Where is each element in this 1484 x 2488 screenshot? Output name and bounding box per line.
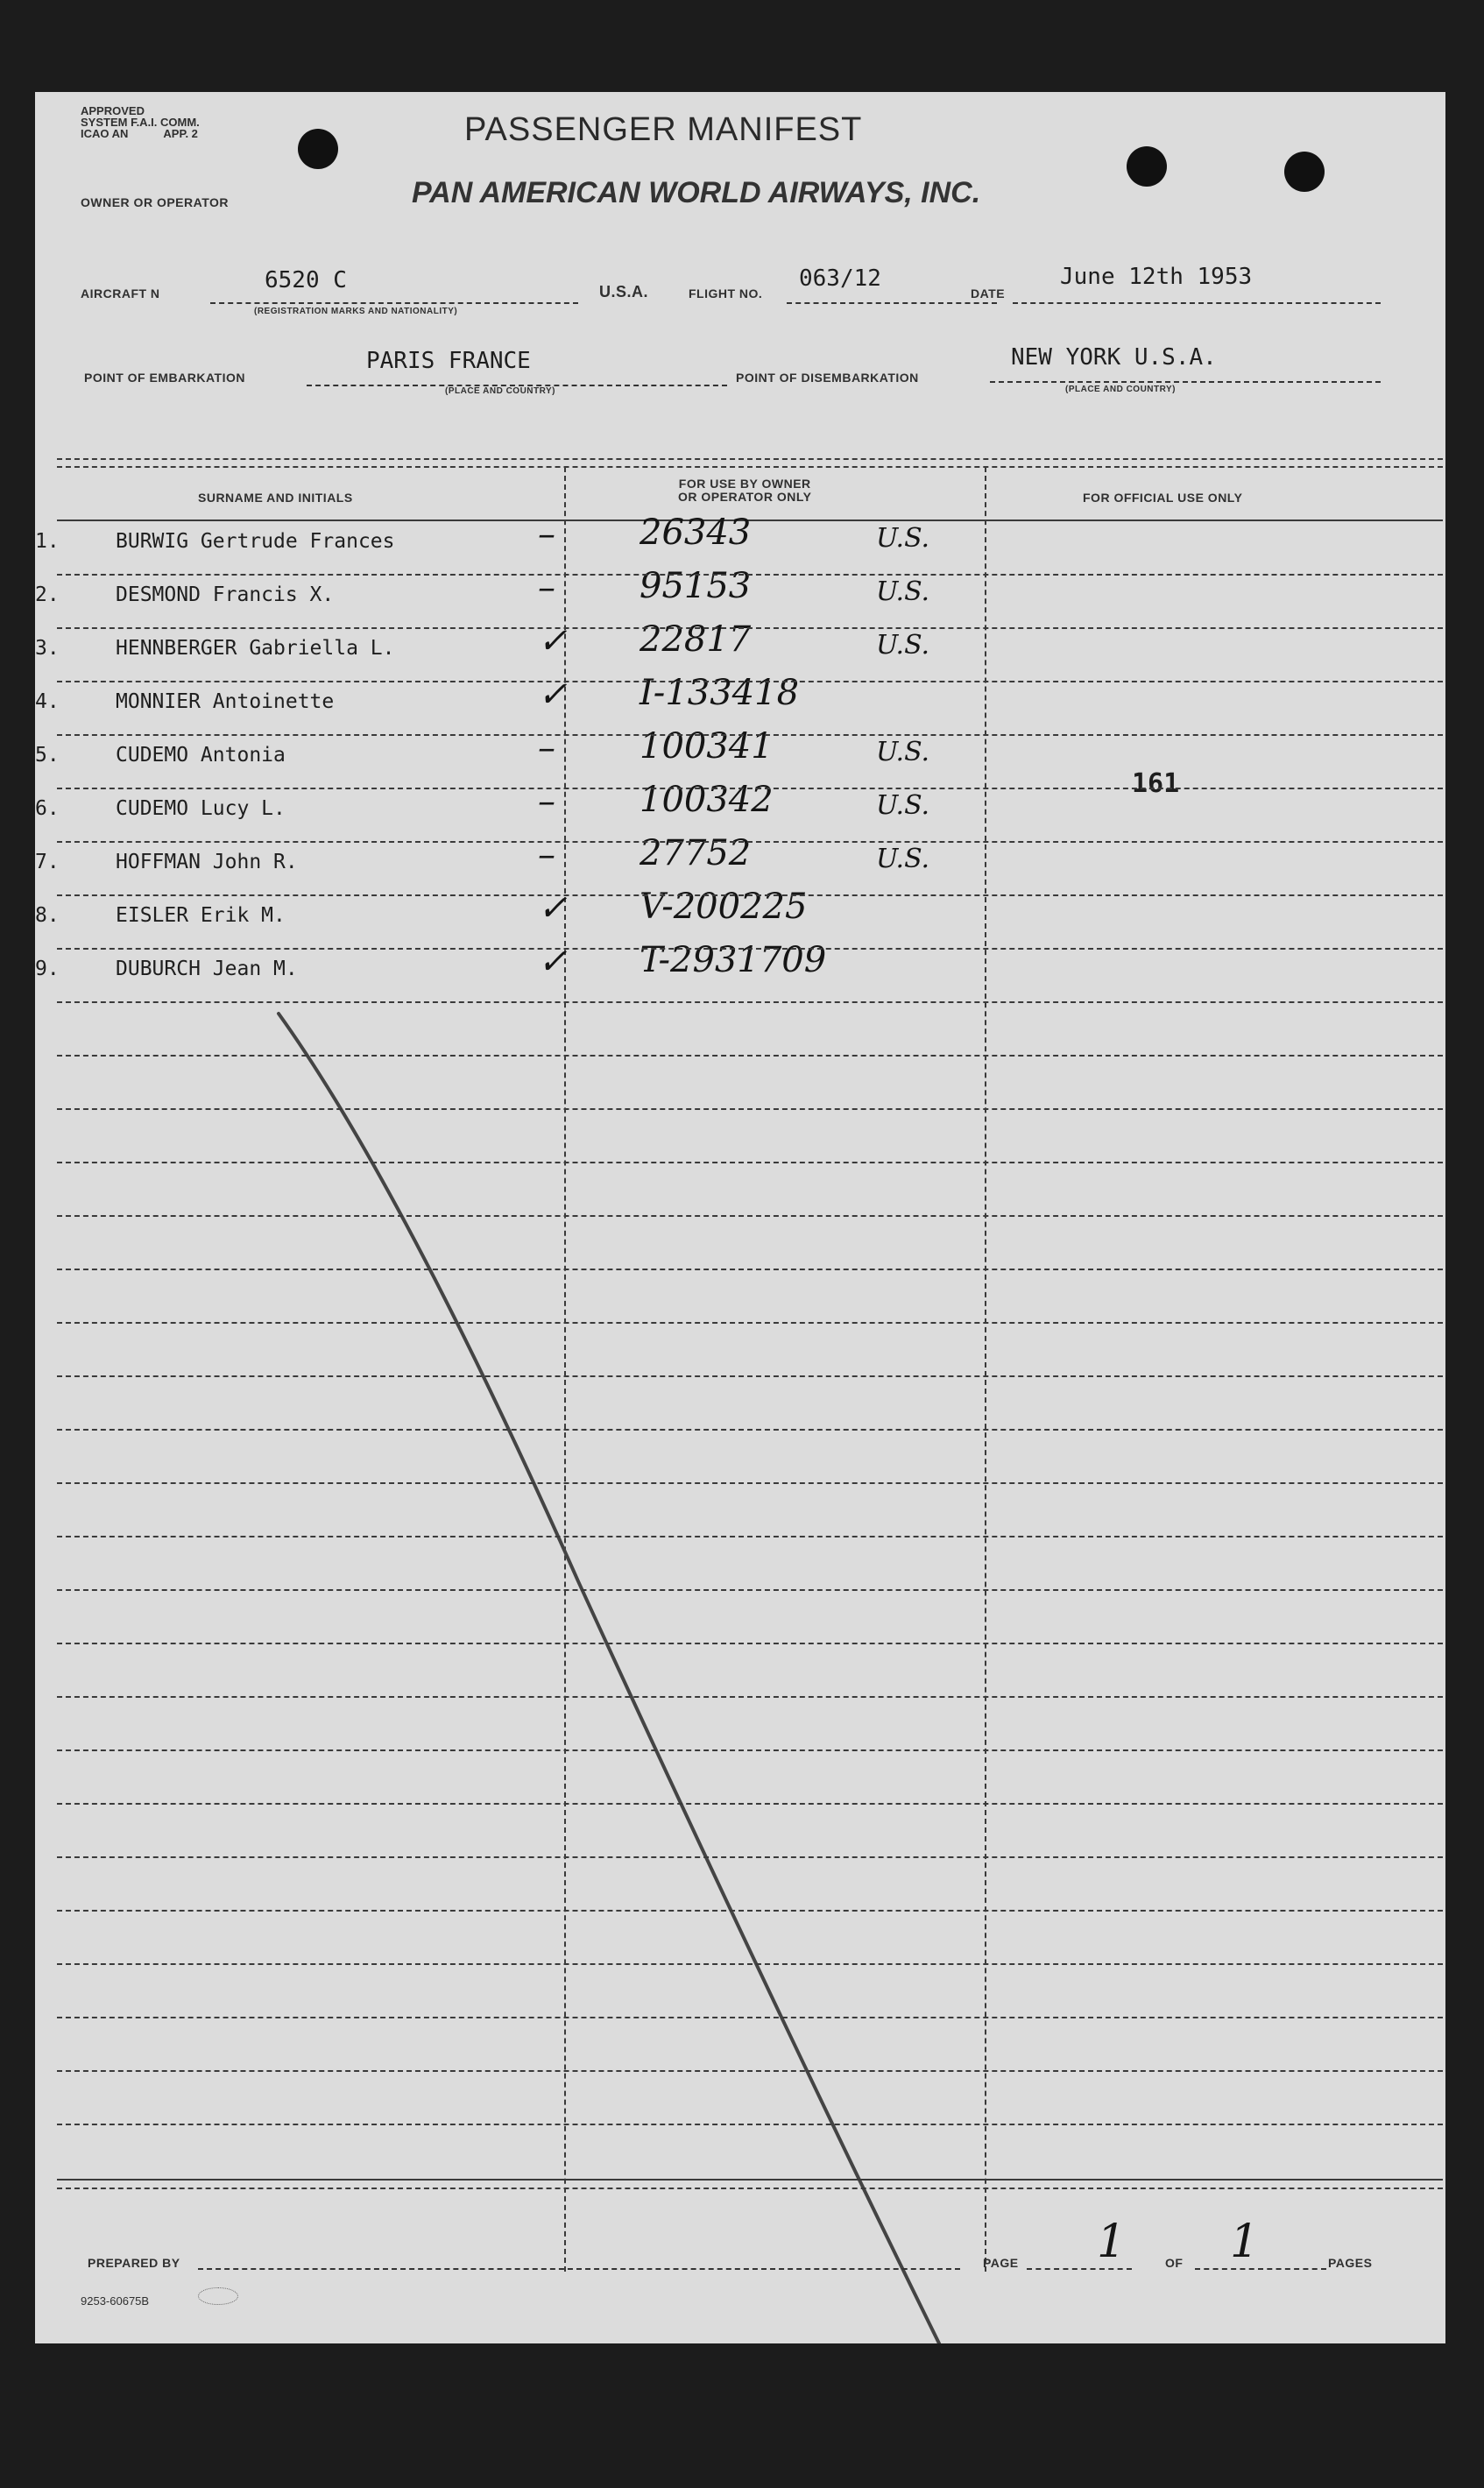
approval-line: APPROVED bbox=[81, 104, 145, 117]
official-note: 161 bbox=[1132, 768, 1180, 799]
row-rule bbox=[57, 1963, 1443, 1965]
passenger-id: 95153 bbox=[640, 566, 752, 606]
passenger-nationality: U.S. bbox=[876, 576, 930, 607]
table-bottom-rule bbox=[57, 2188, 1443, 2189]
passenger-name: HOFFMAN John R. bbox=[116, 851, 298, 873]
passenger-id: 27752 bbox=[640, 833, 752, 873]
date-value: June 12th 1953 bbox=[1060, 264, 1253, 290]
pages-label: PAGES bbox=[1328, 2256, 1373, 2270]
approval-line: SYSTEM F.A.I. COMM. bbox=[81, 116, 200, 129]
row-rule bbox=[57, 1429, 1443, 1431]
disembark-value: NEW YORK U.S.A. bbox=[1011, 344, 1217, 371]
owner-label: OWNER OR OPERATOR bbox=[81, 195, 229, 209]
row-rule bbox=[57, 841, 1443, 843]
row-rule bbox=[57, 1001, 1443, 1003]
passenger-nationality: U.S. bbox=[876, 630, 930, 661]
row-rule bbox=[57, 788, 1443, 789]
row-rule bbox=[57, 1375, 1443, 1377]
flight-label: FLIGHT NO. bbox=[689, 286, 763, 300]
column-header-official: FOR OFFICIAL USE ONLY bbox=[1083, 491, 1243, 505]
row-number: 1. bbox=[35, 530, 60, 553]
row-rule bbox=[57, 1055, 1443, 1057]
passenger-id: 100342 bbox=[640, 780, 774, 820]
column-header-owner-line: OR OPERATOR ONLY bbox=[678, 490, 812, 504]
table-bottom-rule bbox=[57, 2179, 1443, 2181]
row-rule bbox=[57, 948, 1443, 950]
row-number: 8. bbox=[35, 904, 60, 927]
check-mark-icon: – bbox=[538, 835, 555, 875]
row-rule bbox=[57, 1215, 1443, 1217]
row-rule bbox=[57, 574, 1443, 576]
passenger-id: I-133418 bbox=[640, 673, 800, 713]
check-mark-icon: – bbox=[538, 568, 555, 608]
form-number: 9253-60675B bbox=[81, 2294, 150, 2308]
passenger-name: MONNIER Antoinette bbox=[116, 690, 335, 713]
date-label: DATE bbox=[971, 286, 1006, 300]
page-total: 1 bbox=[1230, 2216, 1260, 2268]
passenger-name: HENNBERGER Gabriella L. bbox=[116, 637, 395, 660]
passenger-name: DUBURCH Jean M. bbox=[116, 958, 298, 980]
passenger-nationality: U.S. bbox=[876, 523, 930, 554]
row-number: 2. bbox=[35, 583, 60, 606]
passenger-nationality: U.S. bbox=[876, 790, 930, 821]
row-number: 4. bbox=[35, 690, 60, 713]
disembark-label: POINT OF DISEMBARKATION bbox=[736, 371, 919, 385]
page-title: PASSENGER MANIFEST bbox=[464, 111, 863, 148]
embark-value: PARIS FRANCE bbox=[366, 348, 531, 374]
row-rule bbox=[57, 1803, 1443, 1805]
row-rule bbox=[57, 1749, 1443, 1751]
passenger-name: BURWIG Gertrude Frances bbox=[116, 530, 395, 553]
cancellation-line bbox=[279, 1014, 939, 2343]
row-rule bbox=[57, 894, 1443, 896]
row-number: 9. bbox=[35, 958, 60, 980]
row-rule bbox=[57, 1696, 1443, 1698]
flight-value: 063/12 bbox=[799, 265, 881, 292]
check-mark-icon: ✓ bbox=[538, 942, 568, 982]
check-mark-icon: – bbox=[538, 514, 555, 555]
passenger-id: T-2931709 bbox=[640, 940, 827, 980]
approval-line: ICAO AN bbox=[81, 127, 129, 140]
prepared-underline bbox=[198, 2268, 960, 2270]
row-rule bbox=[57, 1536, 1443, 1537]
row-rule bbox=[57, 1322, 1443, 1324]
row-number: 5. bbox=[35, 744, 60, 767]
row-rule bbox=[57, 2070, 1443, 2072]
aircraft-value: 6520 C bbox=[265, 267, 347, 293]
row-rule bbox=[57, 627, 1443, 629]
check-mark-icon: – bbox=[538, 781, 555, 822]
printer-mark-icon bbox=[198, 2287, 238, 2305]
approval-line: APP. 2 bbox=[163, 127, 198, 140]
row-rule bbox=[57, 1162, 1443, 1163]
passenger-name: CUDEMO Antonia bbox=[116, 744, 286, 767]
passenger-name: DESMOND Francis X. bbox=[116, 583, 335, 606]
passenger-id: 100341 bbox=[640, 726, 774, 767]
embark-label: POINT OF EMBARKATION bbox=[84, 371, 245, 385]
passenger-nationality: U.S. bbox=[876, 844, 930, 874]
column-header-owner-line: FOR USE BY OWNER bbox=[678, 477, 811, 491]
row-rule bbox=[57, 1856, 1443, 1858]
page-label: PAGE bbox=[983, 2256, 1019, 2270]
check-mark-icon: ✓ bbox=[538, 675, 568, 715]
row-number: 6. bbox=[35, 797, 60, 820]
page-number: 1 bbox=[1097, 2216, 1127, 2268]
row-number: 7. bbox=[35, 851, 60, 873]
disembark-caption: (PLACE AND COUNTRY) bbox=[1065, 385, 1176, 394]
usa-label: U.S.A. bbox=[599, 283, 649, 300]
passenger-id: 22817 bbox=[640, 619, 752, 660]
check-mark-icon: – bbox=[538, 728, 555, 768]
cancellation-stroke bbox=[35, 92, 1445, 2343]
passenger-name: CUDEMO Lucy L. bbox=[116, 797, 286, 820]
row-rule bbox=[57, 1910, 1443, 1912]
check-mark-icon: ✓ bbox=[538, 888, 568, 929]
row-rule bbox=[57, 2124, 1443, 2125]
column-header-name: SURNAME AND INITIALS bbox=[198, 491, 353, 505]
row-rule bbox=[57, 2017, 1443, 2018]
pages-underline bbox=[1195, 2268, 1326, 2270]
row-rule bbox=[57, 1108, 1443, 1110]
passenger-id: 26343 bbox=[640, 512, 752, 553]
passenger-id: V-200225 bbox=[640, 887, 808, 927]
operator-name: PAN AMERICAN WORLD AIRWAYS, INC. bbox=[412, 176, 981, 209]
row-rule bbox=[57, 1589, 1443, 1591]
of-label: OF bbox=[1165, 2256, 1184, 2270]
row-rule bbox=[57, 1269, 1443, 1270]
row-rule bbox=[57, 681, 1443, 682]
passenger-nationality: U.S. bbox=[876, 737, 930, 767]
embark-caption: (PLACE AND COUNTRY) bbox=[445, 386, 555, 396]
prepared-label: PREPARED BY bbox=[88, 2256, 180, 2270]
row-rule bbox=[57, 1482, 1443, 1484]
aircraft-caption: (REGISTRATION MARKS AND NATIONALITY) bbox=[254, 307, 458, 316]
aircraft-label: AIRCRAFT N bbox=[81, 286, 160, 300]
row-rule bbox=[57, 734, 1443, 736]
check-mark-icon: ✓ bbox=[538, 621, 568, 661]
manifest-sheet bbox=[35, 92, 1445, 2343]
page-underline bbox=[1027, 2268, 1132, 2270]
row-rule bbox=[57, 1643, 1443, 1644]
passenger-name: EISLER Erik M. bbox=[116, 904, 286, 927]
row-number: 3. bbox=[35, 637, 60, 660]
